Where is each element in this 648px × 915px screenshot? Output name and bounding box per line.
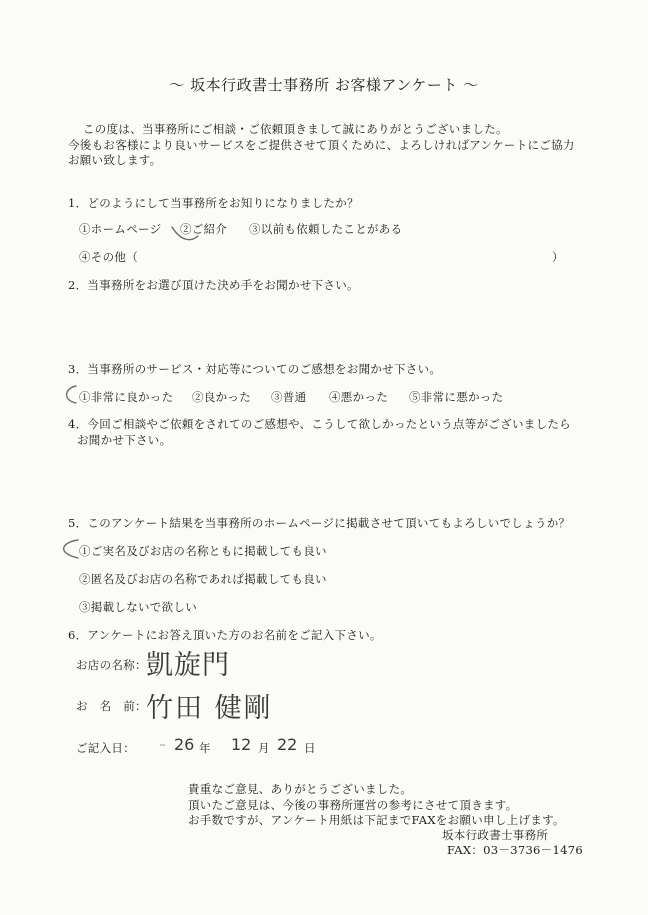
- q5-question: 5．このアンケート結果を当事務所のホームページに掲載させて頂いてもよろしいでしょうか？: [68, 516, 571, 530]
- q3-option-very-bad[interactable]: ⑤非常に悪かった: [409, 390, 504, 404]
- day-unit: 日: [304, 741, 316, 755]
- q3-option-good[interactable]: ②良かった: [192, 390, 251, 404]
- q3-option-average[interactable]: ③普通: [271, 390, 307, 404]
- intro-line-2: 今後もお客様により良いサービスをご提供させて頂くために、よろしければアンケートにご協力: [68, 138, 575, 152]
- q1-option-previous[interactable]: ③以前も依頼したことがある: [249, 222, 403, 236]
- q3-question: 3．当事務所のサービス・対応等についてのご感想をお聞かせ下さい。: [68, 362, 442, 376]
- q5-option-no-publish[interactable]: ③掲載しないで欲しい: [79, 600, 197, 614]
- name-label: お 名 前：: [76, 699, 147, 713]
- closing-line-3: お手数ですが、アンケート用紙は下記までFAXをお願い申し上げます。: [188, 813, 565, 827]
- q3-option-bad[interactable]: ④悪かった: [329, 390, 388, 404]
- date-label: ご記入日：: [76, 741, 135, 755]
- q3-option-very-good[interactable]: ①非常に良かった: [79, 390, 174, 404]
- q4-question-line-1: 4．今回ご相談やご依頼をされてのご感想や、こうして欲しかったという点等がございましたら: [68, 417, 571, 431]
- shop-name-label: お店の名称：: [76, 658, 147, 672]
- intro-line-3: お願い致します。: [68, 153, 162, 167]
- q5-option-real-name[interactable]: ①ご実名及びお店の名称ともに掲載しても良い: [79, 544, 327, 558]
- intro-line-1: この度は、当事務所にご相談・ご依頼頂きまして誠にありがとうございました。: [83, 122, 508, 136]
- q5-option-anonymous[interactable]: ②匿名及びお店の名称であれば掲載しても良い: [79, 572, 327, 586]
- q1-option-other[interactable]: ④その他（: [79, 250, 138, 264]
- name-value[interactable]: 竹田 健剛: [146, 693, 273, 724]
- year-unit: 年: [199, 741, 211, 755]
- closing-line-1: 貴重なご意見、ありがとうございました。: [188, 782, 413, 796]
- q4-question-line-2: お聞かせ下さい。: [77, 433, 172, 447]
- month-value[interactable]: 12: [231, 735, 252, 754]
- q1-option-homepage[interactable]: ①ホームページ: [79, 222, 162, 236]
- shop-name-value[interactable]: 凱旋門: [146, 650, 230, 681]
- office-name: 坂本行政書士事務所: [442, 828, 549, 842]
- q1-question: 1．どのようにして当事務所をお知りになりましたか？: [68, 196, 359, 210]
- day-value[interactable]: 22: [277, 735, 298, 754]
- q1-option-referral[interactable]: ②ご紹介: [180, 222, 228, 236]
- q2-question: 2．当事務所をお選び頂けた決め手をお聞かせ下さい。: [68, 278, 359, 292]
- year-value[interactable]: 26: [174, 735, 195, 754]
- fax-number: FAX：03－3736－1476: [447, 843, 583, 857]
- month-unit: 月: [258, 741, 270, 755]
- q3-very-good-check-mark: [67, 386, 76, 403]
- q6-question: 6．アンケートにお答え頂いた方のお名前をご記入下さい。: [68, 628, 382, 642]
- q5-real-name-check-mark: [64, 540, 78, 558]
- closing-line-2: 頂いたご意見は、今後の事務所運営の参考にさせて頂きます。: [188, 798, 518, 812]
- q1-other-close-paren: ）: [552, 250, 564, 264]
- page-title: ～ 坂本行政書士事務所 お客様アンケート ～: [169, 76, 479, 94]
